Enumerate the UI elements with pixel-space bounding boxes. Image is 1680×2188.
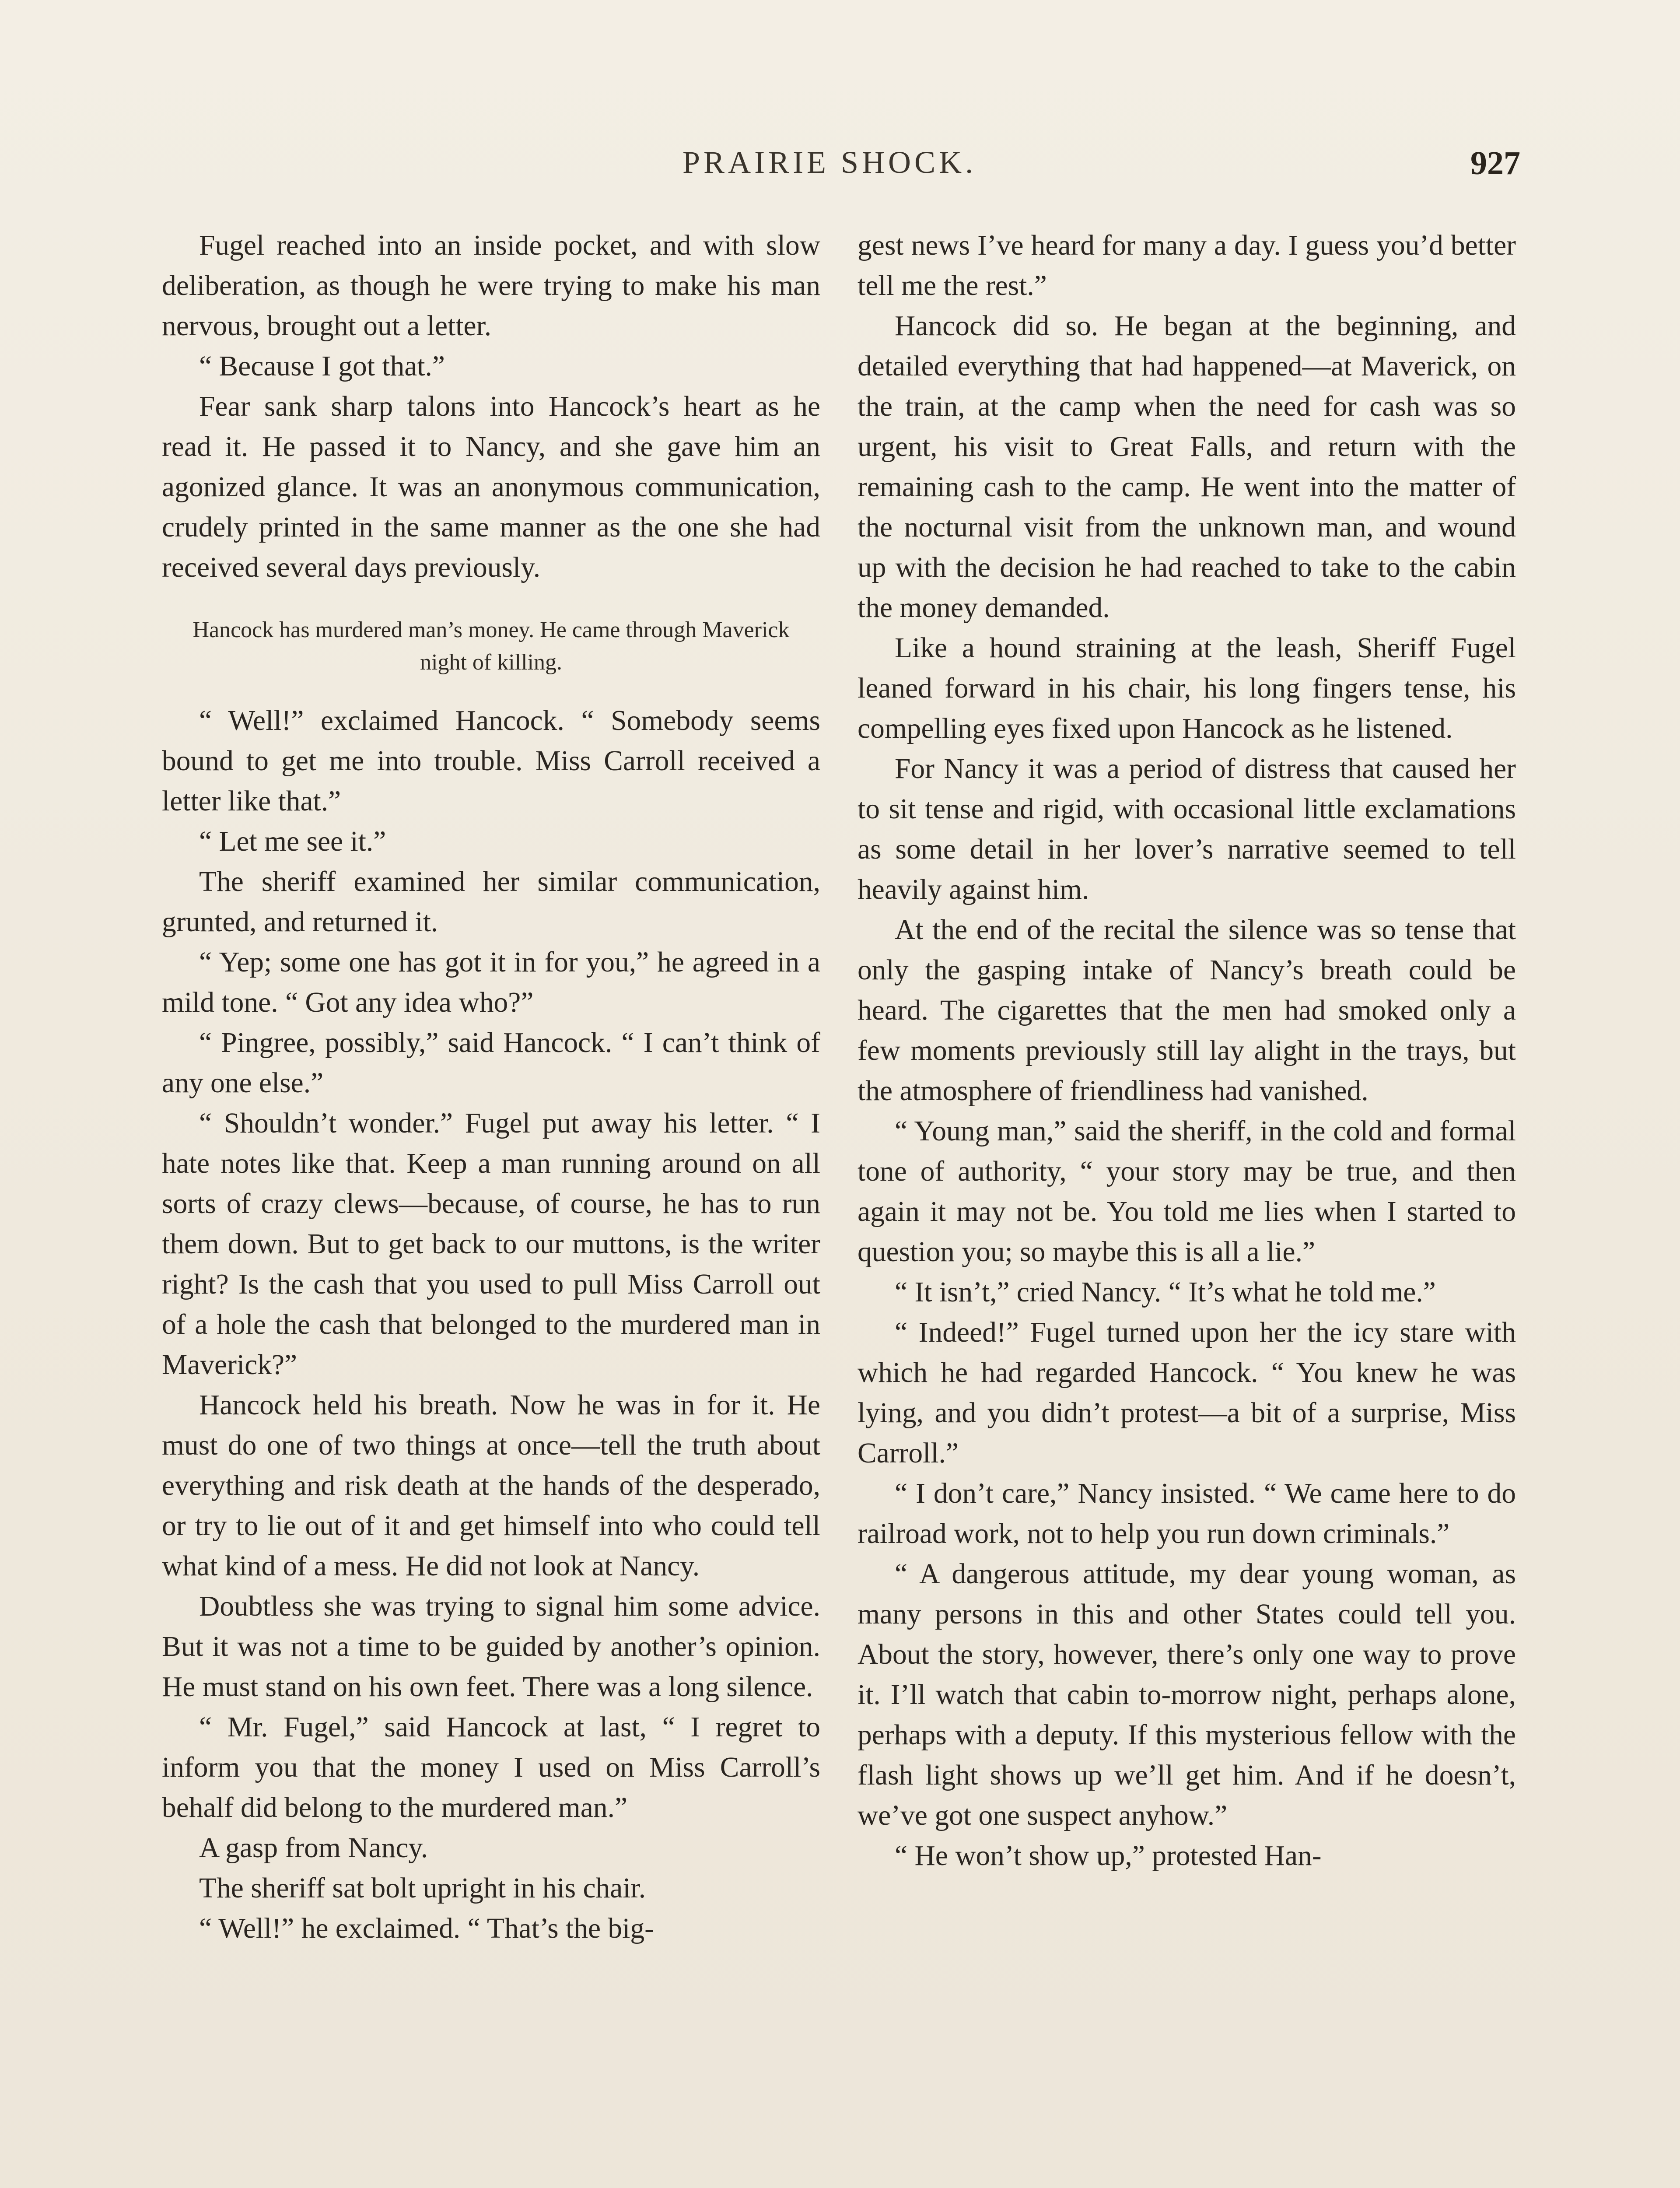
page-number: 927: [1470, 145, 1520, 182]
paragraph: “ He won’t show up,” protested Han-: [895, 1840, 1322, 1872]
right-column: [858, 225, 1516, 1876]
paragraph: Like a hound straining at the leash, Sheriff Fugel leaned forward in his chair, his long fingers tense, his compelling eyes fixed upon Hancock as he listened.: [858, 632, 1516, 744]
paragraph: At the end of the recital the silence was so tense that only the gasping intake of Nancy’s breath could be heard. The cigarettes that the men had smoked only a few moments previously still lay alight in the trays, but the atmosphere of friendliness had vanished.: [858, 914, 1516, 1107]
paragraph: “ It isn’t,” cried Nancy. “ It’s what he told me.”: [895, 1276, 1436, 1308]
paragraph: “ Shouldn’t wonder.” Fugel put away his letter. “ I hate notes like that. Keep a man running around on all sorts of crazy clews—because, of course, he has to run them down. But to get back to our muttons, is the writer right? Is the cash that you used to pull Miss Carroll out of a hole the cash that belonged to the murdered man in Maverick?”: [162, 1108, 820, 1381]
paragraph: “ Well!” exclaimed Hancock. “ Somebody seems bound to get me into trouble. Miss Carroll received a letter like that.”: [162, 705, 820, 817]
paragraph: “ Because I got that.”: [199, 351, 445, 382]
left-column: [162, 225, 820, 1949]
paragraph: “ Young man,” said the sheriff, in the cold and formal tone of authority, “ your story may be true, and then again it may not be. You told me lies when I started to question you; so maybe this is all a lie.”: [858, 1115, 1516, 1268]
paragraph: Fear sank sharp talons into Hancock’s heart as he read it. He passed it to Nancy, and she gave him an agonized glance. It was an anonymous communication, crudely printed in the same manner as the one she had received several days previously.: [162, 391, 820, 583]
paragraph: “ Indeed!” Fugel turned upon her the icy stare with which he had regarded Hancock. “ You knew he was lying, and you didn’t protest—a bit of a surprise, Miss Carroll.”: [858, 1317, 1516, 1469]
page-header: [162, 144, 1520, 197]
paragraph: Hancock held his breath. Now he was in for it. He must do one of two things at once—tell the truth about everything and risk death at the hands of the desperado, or try to lie out of it and get himself into who could tell what kind of a mess. He did not look at Nancy.: [162, 1389, 820, 1582]
paragraph: “ Yep; some one has got it in for you,” he agreed in a mild tone. “ Got any idea who?”: [162, 947, 820, 1018]
paragraph: The sheriff sat bolt upright in his chair.: [199, 1872, 646, 1904]
paragraph: “ Let me see it.”: [199, 826, 386, 857]
paragraph: “ Pingree, possibly,” said Hancock. “ I can’t think of any one else.”: [162, 1027, 820, 1099]
paragraph: “ Well!” he exclaimed. “ That’s the big-: [199, 1913, 654, 1944]
paragraph: Fugel reached into an inside pocket, and with slow deliberation, as though he were trying to make his man nervous, brought out a letter.: [162, 230, 820, 342]
paragraph: “ A dangerous attitude, my dear young woman, as many persons in this and other States could tell you. About the story, however, there’s only one way to prove it. I’ll watch that cabin to-morrow night, perhaps alone, perhaps with a deputy. If this mysterious fellow with the flash light shows up we’ll get him. And if he doesn’t, we’ve got one suspect anyhow.”: [858, 1558, 1516, 1831]
paragraph: “ Mr. Fugel,” said Hancock at last, “ I regret to inform you that the money I used on Miss Carroll’s behalf did belong to the murdered man.”: [162, 1711, 820, 1823]
paragraph-continuation: gest news I’ve heard for many a day. I guess you’d better tell me the rest.”: [858, 230, 1516, 302]
running-head: PRAIRIE SHOCK.: [682, 145, 977, 180]
paragraph: A gasp from Nancy.: [199, 1832, 428, 1864]
paragraph: Hancock did so. He began at the beginning, and detailed everything that had happened—at Maverick, on the train, at the camp when the need for cash was so urgent, his visit to Great Falls, and return with the remaining cash to the camp. He went into the matter of the nocturnal visit from the unknown man, and wound up with the decision he had reached to take to the cabin the money demanded.: [858, 310, 1516, 624]
paragraph: Doubtless she was trying to signal him some advice. But it was not a time to be guided by another’s opinion. He must stand on his own feet. There was a long silence.: [162, 1591, 820, 1703]
paragraph: “ I don’t care,” Nancy insisted. “ We came here to do railroad work, not to help you run down criminals.”: [858, 1478, 1516, 1550]
anonymous-letter-quote: Hancock has murdered man’s money. He came through Maverick night of killing.: [192, 617, 790, 675]
paragraph: The sheriff examined her similar communication, grunted, and returned it.: [162, 866, 820, 938]
paragraph: For Nancy it was a period of distress that caused her to sit tense and rigid, with occasional little exclamations as some detail in her lover’s narrative seemed to tell heavily against him.: [858, 753, 1516, 905]
